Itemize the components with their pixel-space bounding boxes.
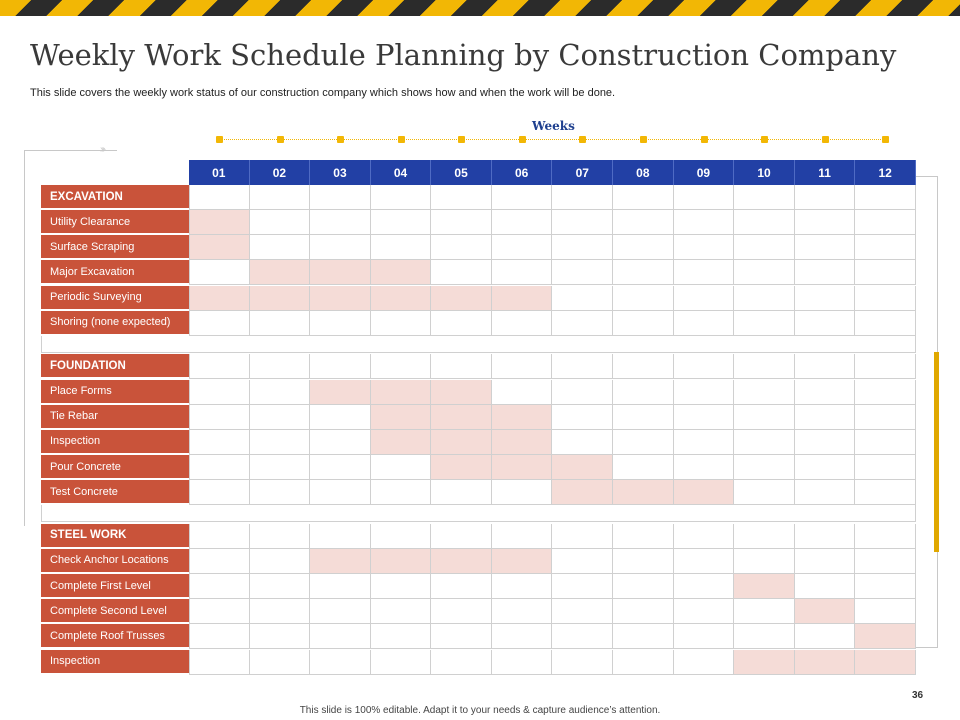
schedule-cell xyxy=(613,354,674,379)
schedule-cell xyxy=(310,574,371,599)
schedule-cell xyxy=(674,574,735,599)
schedule-cell xyxy=(310,210,371,235)
schedule-cell xyxy=(855,311,916,336)
schedule-cell xyxy=(431,624,492,649)
task-row xyxy=(41,380,916,405)
task-label: Complete Second Level xyxy=(41,599,189,623)
schedule-cell xyxy=(795,286,856,311)
week-marker-dot xyxy=(701,136,708,143)
schedule-cell xyxy=(552,380,613,405)
schedule-cell xyxy=(552,260,613,285)
schedule-cell xyxy=(371,524,432,549)
schedule-cell-active xyxy=(371,405,432,430)
schedule-cell xyxy=(674,549,735,574)
schedule-cell xyxy=(552,354,613,379)
schedule-cell xyxy=(855,235,916,260)
schedule-cell xyxy=(674,599,735,624)
schedule-cell-active xyxy=(734,574,795,599)
weeks-dotted-line xyxy=(219,139,885,140)
task-row xyxy=(41,624,916,649)
task-label: Pour Concrete xyxy=(41,455,189,479)
schedule-cell xyxy=(674,210,735,235)
schedule-cell xyxy=(734,260,795,285)
schedule-cell xyxy=(855,210,916,235)
week-header-row xyxy=(189,160,916,185)
schedule-cell xyxy=(613,430,674,455)
schedule-cell xyxy=(552,549,613,574)
schedule-cell xyxy=(431,574,492,599)
schedule-cell-active xyxy=(492,549,553,574)
schedule-cell xyxy=(674,624,735,649)
schedule-cell xyxy=(855,549,916,574)
schedule-cell xyxy=(613,455,674,480)
schedule-cell xyxy=(795,405,856,430)
schedule-cell xyxy=(189,624,250,649)
week-marker-dot xyxy=(519,136,526,143)
task-row xyxy=(41,286,916,311)
task-row xyxy=(41,599,916,624)
schedule-cell xyxy=(371,311,432,336)
task-label: Tie Rebar xyxy=(41,405,189,429)
schedule-cell xyxy=(552,311,613,336)
schedule-cell xyxy=(371,650,432,675)
schedule-cell-active xyxy=(795,650,856,675)
section-spacer xyxy=(41,336,916,353)
schedule-cell-active xyxy=(310,260,371,285)
schedule-cell xyxy=(734,210,795,235)
schedule-cell xyxy=(674,650,735,675)
schedule-cell xyxy=(552,210,613,235)
schedule-cell xyxy=(734,405,795,430)
schedule-cell xyxy=(674,430,735,455)
schedule-cell xyxy=(795,574,856,599)
schedule-cell xyxy=(795,480,856,505)
schedule-cell-active xyxy=(855,650,916,675)
schedule-cell xyxy=(613,260,674,285)
schedule-cell-active xyxy=(431,455,492,480)
schedule-cell xyxy=(431,480,492,505)
footer-note: This slide is 100% editable. Adapt it to your needs & capture audience’s attention. xyxy=(299,705,661,716)
schedule-cell-active xyxy=(492,405,553,430)
schedule-cell xyxy=(552,235,613,260)
schedule-cell-active xyxy=(310,380,371,405)
schedule-cell xyxy=(613,380,674,405)
schedule-cell xyxy=(855,480,916,505)
accent-bar xyxy=(934,352,939,552)
schedule-cell xyxy=(431,260,492,285)
schedule-cell xyxy=(674,185,735,210)
week-marker-dot xyxy=(398,136,405,143)
schedule-cell xyxy=(250,455,311,480)
schedule-cell-active xyxy=(189,235,250,260)
schedule-cell xyxy=(552,599,613,624)
schedule-cell xyxy=(431,185,492,210)
schedule-cell xyxy=(674,354,735,379)
task-row xyxy=(41,480,916,505)
schedule-cell xyxy=(189,549,250,574)
schedule-cell xyxy=(613,524,674,549)
schedule-cell xyxy=(371,185,432,210)
schedule-cell xyxy=(492,235,553,260)
schedule-cell xyxy=(674,311,735,336)
schedule-cell xyxy=(855,380,916,405)
schedule-cell xyxy=(734,455,795,480)
schedule-cell xyxy=(310,185,371,210)
schedule-cell-active xyxy=(189,286,250,311)
schedule-cell xyxy=(250,480,311,505)
schedule-cell xyxy=(310,430,371,455)
schedule-cell xyxy=(492,599,553,624)
schedule-cell xyxy=(492,574,553,599)
week-marker-dot xyxy=(579,136,586,143)
schedule-cell xyxy=(189,405,250,430)
schedule-cell xyxy=(613,574,674,599)
task-label: Test Concrete xyxy=(41,480,189,504)
schedule-cell xyxy=(613,235,674,260)
task-label: Complete First Level xyxy=(41,574,189,598)
schedule-cell xyxy=(674,380,735,405)
schedule-cell xyxy=(674,260,735,285)
task-label: Periodic Surveying xyxy=(41,286,189,310)
task-row xyxy=(41,311,916,336)
schedule-cell xyxy=(431,599,492,624)
schedule-cell xyxy=(431,235,492,260)
schedule-cell xyxy=(189,650,250,675)
schedule-cell xyxy=(371,480,432,505)
schedule-cell xyxy=(552,185,613,210)
page-number: 36 xyxy=(912,690,924,701)
hazard-stripe-banner xyxy=(0,0,960,16)
schedule-cell xyxy=(492,311,553,336)
schedule-cell xyxy=(189,430,250,455)
schedule-cell xyxy=(734,380,795,405)
weeks-axis-label: Weeks xyxy=(532,119,575,133)
week-header-cell: 05 xyxy=(431,160,492,185)
schedule-cell xyxy=(371,574,432,599)
schedule-cell xyxy=(492,524,553,549)
schedule-cell xyxy=(795,235,856,260)
week-header-cell: 10 xyxy=(734,160,795,185)
schedule-cell-active xyxy=(552,455,613,480)
schedule-cell xyxy=(250,599,311,624)
task-label: Surface Scraping xyxy=(41,235,189,259)
schedule-cell xyxy=(189,311,250,336)
schedule-cell xyxy=(250,549,311,574)
schedule-cell xyxy=(250,354,311,379)
schedule-cell xyxy=(492,480,553,505)
schedule-cell xyxy=(855,599,916,624)
schedule-cell xyxy=(189,380,250,405)
schedule-cell xyxy=(431,354,492,379)
schedule-cell xyxy=(552,286,613,311)
task-label: Major Excavation xyxy=(41,260,189,284)
week-header-cell: 12 xyxy=(855,160,916,185)
schedule-cell xyxy=(431,650,492,675)
section-spacer xyxy=(41,505,916,522)
task-label: Place Forms xyxy=(41,380,189,404)
schedule-cell xyxy=(855,354,916,379)
schedule-cell-active xyxy=(431,380,492,405)
schedule-cell-active xyxy=(431,430,492,455)
schedule-cell xyxy=(795,311,856,336)
schedule-cell xyxy=(734,185,795,210)
schedule-cell xyxy=(613,599,674,624)
schedule-cell-active xyxy=(310,286,371,311)
section-row xyxy=(41,524,916,549)
task-label: Check Anchor Locations xyxy=(41,549,189,573)
week-header-cell: 09 xyxy=(674,160,735,185)
section-row xyxy=(41,354,916,379)
task-row xyxy=(41,455,916,480)
task-row xyxy=(41,549,916,574)
schedule-cell xyxy=(795,210,856,235)
schedule-cell xyxy=(189,455,250,480)
schedule-cell-active xyxy=(855,624,916,649)
schedule-cell xyxy=(674,405,735,430)
week-marker-dot xyxy=(882,136,889,143)
schedule-cell xyxy=(310,455,371,480)
task-label: Shoring (none expected) xyxy=(41,311,189,335)
schedule-cell xyxy=(855,574,916,599)
task-row xyxy=(41,260,916,285)
schedule-cell xyxy=(613,650,674,675)
schedule-cell xyxy=(250,380,311,405)
week-marker-dot xyxy=(761,136,768,143)
schedule-cell xyxy=(250,430,311,455)
schedule-cell xyxy=(250,311,311,336)
schedule-cell xyxy=(310,599,371,624)
schedule-cell xyxy=(734,311,795,336)
schedule-cell xyxy=(552,650,613,675)
schedule-cell xyxy=(189,524,250,549)
task-label: Complete Roof Trusses xyxy=(41,624,189,648)
schedule-cell xyxy=(492,185,553,210)
schedule-cell xyxy=(310,650,371,675)
schedule-cell xyxy=(250,235,311,260)
task-row xyxy=(41,430,916,455)
schedule-cell xyxy=(189,354,250,379)
schedule-cell xyxy=(552,624,613,649)
schedule-cell-active xyxy=(431,405,492,430)
schedule-cell xyxy=(371,235,432,260)
schedule-cell xyxy=(855,430,916,455)
schedule-cell xyxy=(552,430,613,455)
schedule-cell xyxy=(310,405,371,430)
schedule-cell xyxy=(795,354,856,379)
schedule-cell xyxy=(613,624,674,649)
schedule-cell xyxy=(431,524,492,549)
week-header-cell: 03 xyxy=(310,160,371,185)
schedule-cell xyxy=(492,624,553,649)
task-row xyxy=(41,405,916,430)
task-label: Inspection xyxy=(41,430,189,454)
schedule-cell xyxy=(552,524,613,549)
schedule-cell xyxy=(855,405,916,430)
schedule-cell xyxy=(855,286,916,311)
task-label: Utility Clearance xyxy=(41,210,189,234)
schedule-cell-active xyxy=(492,286,553,311)
schedule-cell-active xyxy=(189,210,250,235)
schedule-cell-active xyxy=(492,455,553,480)
week-marker-dot xyxy=(458,136,465,143)
schedule-cell xyxy=(795,430,856,455)
task-row xyxy=(41,574,916,599)
schedule-cell-active xyxy=(734,650,795,675)
section-label: FOUNDATION xyxy=(41,354,189,378)
schedule-cell xyxy=(552,405,613,430)
schedule-cell xyxy=(674,524,735,549)
schedule-cell-active xyxy=(371,549,432,574)
schedule-cell xyxy=(674,455,735,480)
schedule-cell xyxy=(855,524,916,549)
schedule-cell-active xyxy=(674,480,735,505)
schedule-cell xyxy=(431,311,492,336)
schedule-cell xyxy=(734,286,795,311)
schedule-cell xyxy=(250,210,311,235)
schedule-cell xyxy=(552,574,613,599)
schedule-cell xyxy=(492,210,553,235)
schedule-cell xyxy=(371,455,432,480)
schedule-cell xyxy=(310,480,371,505)
schedule-cell xyxy=(613,185,674,210)
schedule-cell-active xyxy=(795,599,856,624)
schedule-cell-active xyxy=(552,480,613,505)
slide-title: Weekly Work Schedule Planning by Construction Company xyxy=(30,38,897,72)
week-header-cell: 11 xyxy=(795,160,856,185)
week-header-cell: 07 xyxy=(552,160,613,185)
schedule-cell xyxy=(795,624,856,649)
week-header-cell: 01 xyxy=(189,160,250,185)
week-marker-dot xyxy=(640,136,647,143)
schedule-cell xyxy=(734,480,795,505)
chevron-right-icon: ››› xyxy=(100,144,104,155)
schedule-cell xyxy=(492,380,553,405)
task-label: Inspection xyxy=(41,650,189,674)
schedule-cell xyxy=(250,624,311,649)
schedule-cell xyxy=(431,210,492,235)
schedule-cell xyxy=(795,260,856,285)
week-header-cell: 08 xyxy=(613,160,674,185)
schedule-cell xyxy=(250,524,311,549)
schedule-cell xyxy=(310,524,371,549)
schedule-cell xyxy=(492,260,553,285)
schedule-cell-active xyxy=(310,549,371,574)
schedule-cell xyxy=(855,185,916,210)
task-row xyxy=(41,650,916,675)
task-row xyxy=(41,210,916,235)
schedule-cell xyxy=(371,354,432,379)
schedule-cell xyxy=(734,430,795,455)
schedule-cell xyxy=(189,185,250,210)
schedule-cell xyxy=(250,574,311,599)
schedule-cell-active xyxy=(371,260,432,285)
schedule-cell xyxy=(795,549,856,574)
week-marker-dot xyxy=(337,136,344,143)
schedule-cell-active xyxy=(250,260,311,285)
schedule-cell xyxy=(613,210,674,235)
schedule-cell xyxy=(613,549,674,574)
schedule-cell xyxy=(492,650,553,675)
schedule-cell xyxy=(371,624,432,649)
schedule-cell xyxy=(734,354,795,379)
week-marker-dot xyxy=(277,136,284,143)
schedule-cell xyxy=(371,210,432,235)
schedule-cell xyxy=(310,311,371,336)
schedule-cell xyxy=(613,311,674,336)
schedule-cell-active xyxy=(371,286,432,311)
schedule-cell xyxy=(734,624,795,649)
schedule-cell xyxy=(674,235,735,260)
schedule-cell xyxy=(855,260,916,285)
section-label: EXCAVATION xyxy=(41,185,189,209)
schedule-cell xyxy=(734,235,795,260)
schedule-cell xyxy=(734,524,795,549)
section-label: STEEL WORK xyxy=(41,524,189,548)
schedule-cell-active xyxy=(613,480,674,505)
schedule-cell xyxy=(795,455,856,480)
schedule-cell xyxy=(310,235,371,260)
schedule-cell xyxy=(613,286,674,311)
week-header-cell: 06 xyxy=(492,160,553,185)
schedule-cell xyxy=(613,405,674,430)
week-header-cell: 04 xyxy=(371,160,432,185)
schedule-cell-active xyxy=(250,286,311,311)
schedule-cell xyxy=(371,599,432,624)
slide-subtitle: This slide covers the weekly work status of our construction company which shows how and when the work will be done. xyxy=(30,87,616,99)
schedule-cell xyxy=(795,380,856,405)
schedule-cell xyxy=(189,260,250,285)
schedule-cell xyxy=(734,599,795,624)
schedule-cell-active xyxy=(371,380,432,405)
schedule-cell xyxy=(855,455,916,480)
schedule-cell xyxy=(189,599,250,624)
schedule-cell-active xyxy=(431,549,492,574)
schedule-cell xyxy=(189,480,250,505)
schedule-cell xyxy=(310,624,371,649)
schedule-cell xyxy=(250,405,311,430)
task-row xyxy=(41,235,916,260)
schedule-cell xyxy=(795,524,856,549)
schedule-cell xyxy=(674,286,735,311)
schedule-cell xyxy=(250,185,311,210)
schedule-cell xyxy=(189,574,250,599)
schedule-cell xyxy=(310,354,371,379)
schedule-cell-active xyxy=(431,286,492,311)
schedule-cell-active xyxy=(371,430,432,455)
section-row xyxy=(41,185,916,210)
schedule-cell xyxy=(795,185,856,210)
week-marker-dot xyxy=(216,136,223,143)
week-header-cell: 02 xyxy=(250,160,311,185)
schedule-cell xyxy=(250,650,311,675)
week-marker-dot xyxy=(822,136,829,143)
schedule-cell xyxy=(734,549,795,574)
schedule-cell xyxy=(492,354,553,379)
schedule-cell-active xyxy=(492,430,553,455)
